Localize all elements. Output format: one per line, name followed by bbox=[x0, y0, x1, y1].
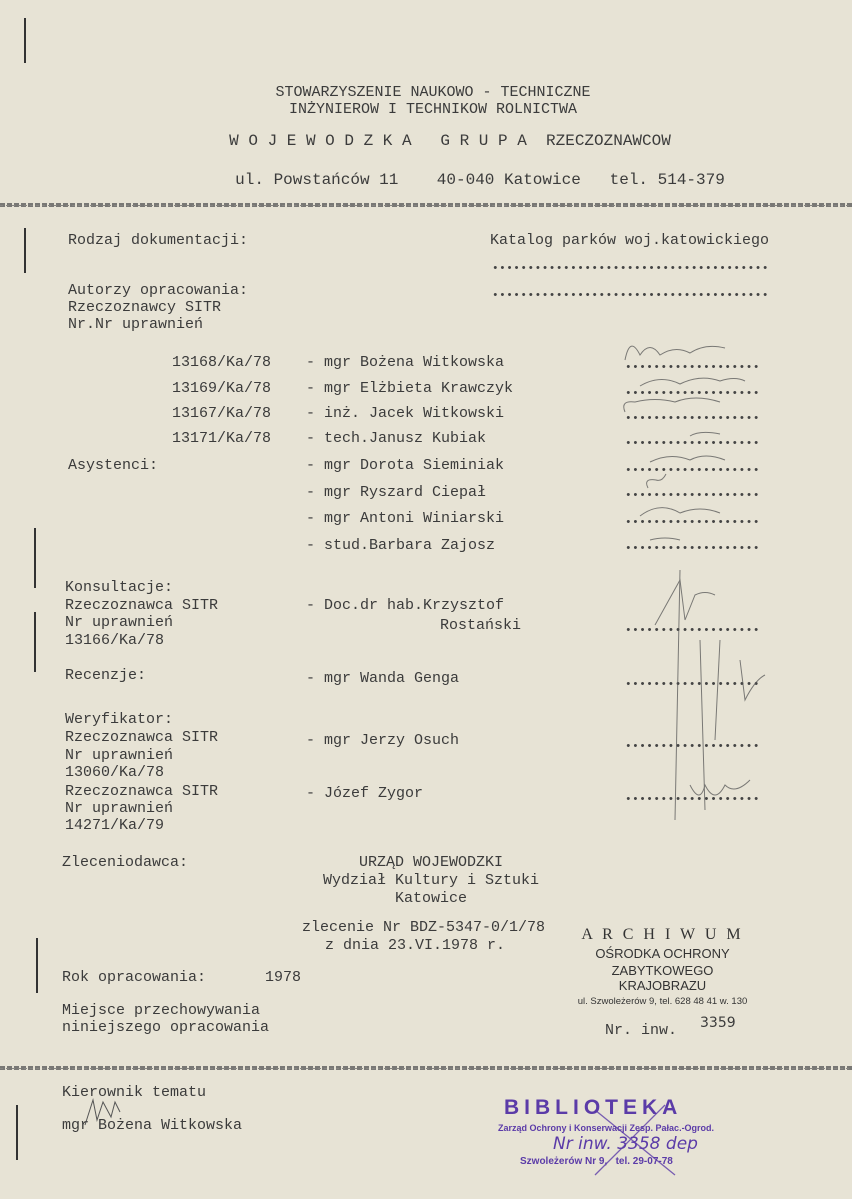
verifier2-label-1: Rzeczoznawca SITR bbox=[65, 783, 219, 800]
inventory-number: 3359 bbox=[700, 1015, 736, 1031]
archive-stamp-line2: ZABYTKOWEGO KRAJOBRAZU bbox=[611, 963, 714, 993]
library-stamp bbox=[498, 1096, 728, 1167]
verifier2-label-3: 14271/Ka/79 bbox=[65, 817, 165, 834]
doc-type-label: Rodzaj dokumentacji: bbox=[68, 232, 249, 249]
author-name: - inż. Jacek Witkowski bbox=[306, 405, 505, 422]
archive-stamp-line3: ul. Szwoleżerów 9, tel. 628 48 41 w. 130 bbox=[577, 996, 748, 1007]
author-number: 13168/Ka/78 bbox=[172, 354, 272, 371]
margin-mark bbox=[34, 612, 36, 672]
author-number: 13167/Ka/78 bbox=[172, 405, 272, 422]
manager-label: Kierownik tematu bbox=[62, 1084, 207, 1101]
archive-stamp bbox=[575, 926, 750, 1007]
reviewer-name: - mgr Wanda Genga bbox=[306, 670, 460, 687]
library-stamp-line1: Zarząd Ochrony i Konserwacji Zesp. Pałac.-Ogrod. bbox=[498, 1123, 715, 1133]
client-label: Zleceniodawca: bbox=[62, 854, 189, 871]
consult-label-1: Konsultacje: bbox=[65, 579, 174, 596]
signature-line: ••••••••••••••••••• bbox=[625, 625, 760, 637]
consult-label-3: Nr uprawnień bbox=[65, 614, 174, 631]
client-line-1: URZĄD WOJEWODZKI bbox=[358, 854, 504, 871]
verifier-label-1: Weryfikator: bbox=[65, 711, 174, 728]
order-number: zlecenie Nr BDZ-5347-0/1/78 bbox=[302, 919, 546, 936]
assistant-name: - mgr Antoni Winiarski bbox=[306, 510, 505, 527]
org-name-line2: INŻYNIEROW I TECHNIKOW ROLNICTWA bbox=[288, 101, 578, 118]
assistant-name: - mgr Dorota Sieminiak bbox=[306, 457, 505, 474]
archive-stamp-title: A R C H I W U M bbox=[581, 926, 744, 943]
authors-label-2: Rzeczoznawcy SITR bbox=[68, 299, 222, 316]
signature-line: ••••••••••••••••••• bbox=[625, 438, 760, 450]
margin-mark bbox=[16, 1105, 18, 1160]
storage-label-2: niniejszego opracowania bbox=[62, 1019, 270, 1036]
dotted-line: ••••••••••••••••••••••••••••••••••••••• bbox=[492, 263, 769, 275]
archive-stamp-line1: OŚRODKA OCHRONY bbox=[595, 946, 730, 961]
verifier-label-2: Rzeczoznawca SITR bbox=[65, 729, 219, 746]
signature-line: ••••••••••••••••••• bbox=[625, 413, 760, 425]
year-label: Rok opracowania: bbox=[62, 969, 207, 986]
author-number: 13171/Ka/78 bbox=[172, 430, 272, 447]
manager-name: mgr Bożena Witkowska bbox=[62, 1117, 243, 1134]
library-handwritten-number: Nr inw. 3358 dep bbox=[553, 1134, 698, 1154]
order-date: z dnia 23.VI.1978 r. bbox=[325, 937, 506, 954]
signature-line: ••••••••••••••••••• bbox=[625, 388, 760, 400]
consultant-name: - Doc.dr hab.Krzysztof bbox=[306, 597, 505, 614]
signature-line: ••••••••••••••••••• bbox=[625, 741, 760, 753]
author-name: - mgr Bożena Witkowska bbox=[306, 354, 505, 371]
assistant-name: - mgr Ryszard Ciepał bbox=[306, 484, 487, 501]
year-value: 1978 bbox=[265, 969, 302, 986]
consult-label-2: Rzeczoznawca SITR bbox=[65, 597, 219, 614]
verifier-label-4: 13060/Ka/78 bbox=[65, 764, 165, 781]
verifier2-name: - Józef Zygor bbox=[306, 785, 424, 802]
verifier-label-3: Nr uprawnień bbox=[65, 747, 174, 764]
margin-mark bbox=[24, 228, 26, 273]
signature-line: ••••••••••••••••••• bbox=[625, 679, 760, 691]
org-name-line1: STOWARZYSZENIE NAUKOWO - TECHNICZNE bbox=[275, 84, 591, 101]
library-stamp-title: BIBLIOTEKA bbox=[504, 1096, 683, 1119]
margin-mark bbox=[36, 938, 38, 993]
library-stamp-line2: Szwoleżerów Nr 9, tel. 29-07-78 bbox=[520, 1156, 673, 1167]
client-line-3: Katowice bbox=[394, 890, 467, 907]
authors-label-3: Nr.Nr uprawnień bbox=[68, 316, 204, 333]
signature-line: ••••••••••••••••••• bbox=[625, 490, 760, 502]
signature-line: ••••••••••••••••••• bbox=[625, 362, 760, 374]
assistants-label: Asystenci: bbox=[68, 457, 159, 474]
dotted-line: ••••••••••••••••••••••••••••••••••••••• bbox=[492, 290, 769, 302]
client-line-2: Wydział Kultury i Sztuki bbox=[322, 872, 540, 889]
consult-label-4: 13166/Ka/78 bbox=[65, 632, 165, 649]
signature-line: ••••••••••••••••••• bbox=[625, 543, 760, 555]
verifier2-label-2: Nr uprawnień bbox=[65, 800, 174, 817]
consultant-name-2: Rostański bbox=[440, 617, 522, 634]
storage-label-1: Miejsce przechowywania bbox=[62, 1002, 261, 1019]
separator bbox=[0, 203, 852, 207]
assistant-name: - stud.Barbara Zajosz bbox=[306, 537, 496, 554]
margin-mark bbox=[34, 528, 36, 588]
separator bbox=[0, 1066, 852, 1070]
group-title: W O J E W O D Z K A G R U P A RZECZOZNAWCOW bbox=[229, 132, 671, 150]
signature-line: ••••••••••••••••••• bbox=[625, 465, 760, 477]
review-label: Recenzje: bbox=[65, 667, 147, 684]
author-name: - mgr Elżbieta Krawczyk bbox=[306, 380, 514, 397]
doc-type-value: Katalog parków woj.katowickiego bbox=[490, 232, 770, 249]
margin-mark bbox=[24, 18, 26, 63]
author-number: 13169/Ka/78 bbox=[172, 380, 272, 397]
signature-line: ••••••••••••••••••• bbox=[625, 517, 760, 529]
verifier-name: - mgr Jerzy Osuch bbox=[306, 732, 460, 749]
authors-label-1: Autorzy opracowania: bbox=[68, 282, 249, 299]
signature-line: ••••••••••••••••••• bbox=[625, 794, 760, 806]
address: ul. Powstańców 11 40-040 Katowice tel. 514-379 bbox=[235, 171, 725, 189]
inventory-label: Nr. inw. bbox=[605, 1022, 678, 1039]
author-name: - tech.Janusz Kubiak bbox=[306, 430, 487, 447]
